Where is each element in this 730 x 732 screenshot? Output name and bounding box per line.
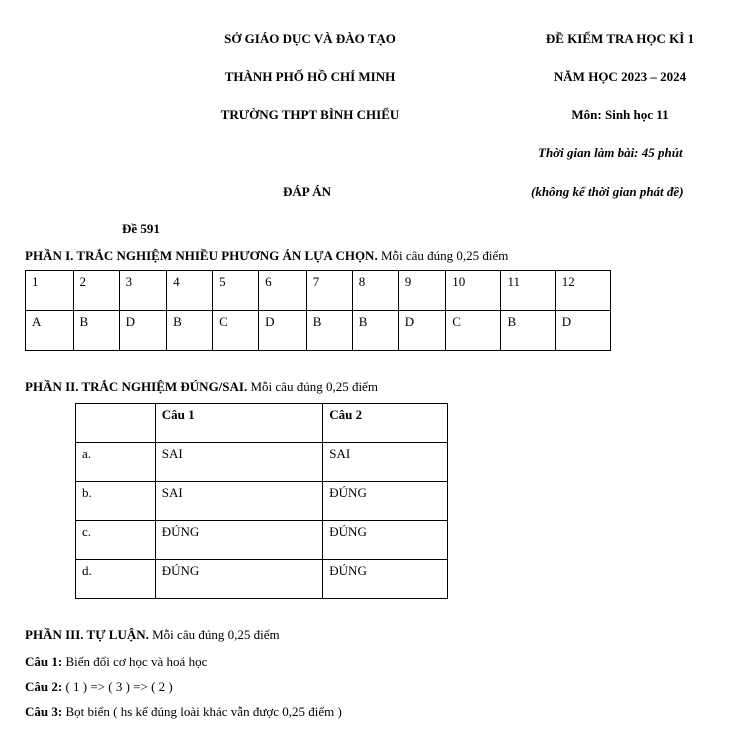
part1-number-row: [26, 271, 611, 311]
question-number: 2: [73, 271, 119, 311]
question-number: 5: [213, 271, 259, 311]
answer-choice: B: [73, 311, 119, 351]
statement-label: c.: [76, 521, 156, 560]
answer-choice: B: [352, 311, 398, 351]
answer-text: Biến đổi cơ học và hoá học: [62, 654, 208, 669]
answer-choice: A: [26, 311, 74, 351]
question-number: 7: [306, 271, 352, 311]
question-number: 10: [446, 271, 501, 311]
answer-cell: ĐÚNG: [323, 482, 448, 521]
exam-code: Đề 591: [122, 221, 160, 236]
exam-duration-note: (không kể thời gian phát đề): [531, 184, 684, 199]
part2-title: PHẦN II. TRẮC NGHIỆM ĐÚNG/SAI.: [25, 379, 248, 394]
exam-title: ĐỀ KIỂM TRA HỌC KÌ 1: [545, 31, 695, 46]
table-row: [76, 482, 448, 521]
question-number: 6: [259, 271, 307, 311]
answer-choice: C: [213, 311, 259, 351]
answer-cell: ĐÚNG: [323, 521, 448, 560]
header-cell: Câu 1: [155, 404, 323, 443]
answer-choice: B: [306, 311, 352, 351]
exam-duration: Thời gian làm bài: 45 phút: [538, 145, 683, 160]
statement-label: b.: [76, 482, 156, 521]
question-number: 12: [555, 271, 610, 311]
answer-choice: B: [501, 311, 555, 351]
school-name: TRƯỜNG THPT BÌNH CHIỂU: [220, 107, 400, 122]
part3-title: PHẦN III. TỰ LUẬN.: [25, 627, 149, 642]
answer-cell: SAI: [155, 443, 323, 482]
answer-cell: SAI: [155, 482, 323, 521]
header-cell: [76, 404, 156, 443]
answer-choice: B: [167, 311, 213, 351]
answer-cell: ĐÚNG: [155, 521, 323, 560]
question-number: 4: [167, 271, 213, 311]
header-cell: Câu 2: [323, 404, 448, 443]
part1-answer-table: [25, 270, 611, 351]
question-label: Câu 1:: [25, 654, 63, 669]
part1-note: Mỗi câu đúng 0,25 điểm: [377, 248, 509, 263]
part1-answer-row: [26, 311, 611, 351]
answer-key-title: ĐÁP ÁN: [283, 184, 332, 199]
question-number: 3: [119, 271, 167, 311]
statement-label: a.: [76, 443, 156, 482]
question-number: 11: [501, 271, 555, 311]
school-year: NĂM HỌC 2023 – 2024: [553, 69, 687, 84]
part3-note: Mỗi câu đúng 0,25 điểm: [148, 627, 280, 642]
statement-label: d.: [76, 560, 156, 599]
table-row: [76, 521, 448, 560]
table-header-row: [76, 404, 448, 443]
part1-title: PHẦN I. TRẮC NGHIỆM NHIỀU PHƯƠNG ÁN LỰA CHỌN.: [25, 248, 378, 263]
answer-choice: D: [259, 311, 307, 351]
answer-choice: C: [446, 311, 501, 351]
part2-answer-table: [75, 403, 448, 599]
table-row: [76, 560, 448, 599]
subject: Môn: Sinh học 11: [571, 107, 669, 122]
answer-text: ( 1 ) => ( 3 ) => ( 2 ): [62, 679, 173, 694]
answer-choice: D: [119, 311, 167, 351]
department-name: SỞ GIÁO DỤC VÀ ĐÀO TẠO: [224, 31, 396, 46]
answer-choice: D: [555, 311, 610, 351]
answer-cell: ĐÚNG: [323, 560, 448, 599]
part2-heading: [25, 379, 378, 395]
question-number: 9: [398, 271, 446, 311]
essay-answer-1: [25, 654, 207, 670]
city-name: THÀNH PHỐ HỒ CHÍ MINH: [224, 69, 396, 84]
part2-note: Mỗi câu đúng 0,25 điểm: [247, 379, 378, 394]
answer-choice: D: [398, 311, 446, 351]
question-label: Câu 3:: [25, 704, 63, 719]
essay-answer-3: [25, 704, 342, 720]
table-row: [76, 443, 448, 482]
answer-cell: SAI: [323, 443, 448, 482]
question-number: 1: [26, 271, 74, 311]
answer-cell: ĐÚNG: [155, 560, 323, 599]
part3-heading: [25, 627, 280, 643]
question-number: 8: [352, 271, 398, 311]
answer-text: Bọt biển ( hs kể đúng loài khác vẫn được 0,25 điểm ): [62, 704, 342, 719]
question-label: Câu 2:: [25, 679, 63, 694]
part1-heading: [25, 248, 508, 264]
essay-answer-2: [25, 679, 173, 695]
